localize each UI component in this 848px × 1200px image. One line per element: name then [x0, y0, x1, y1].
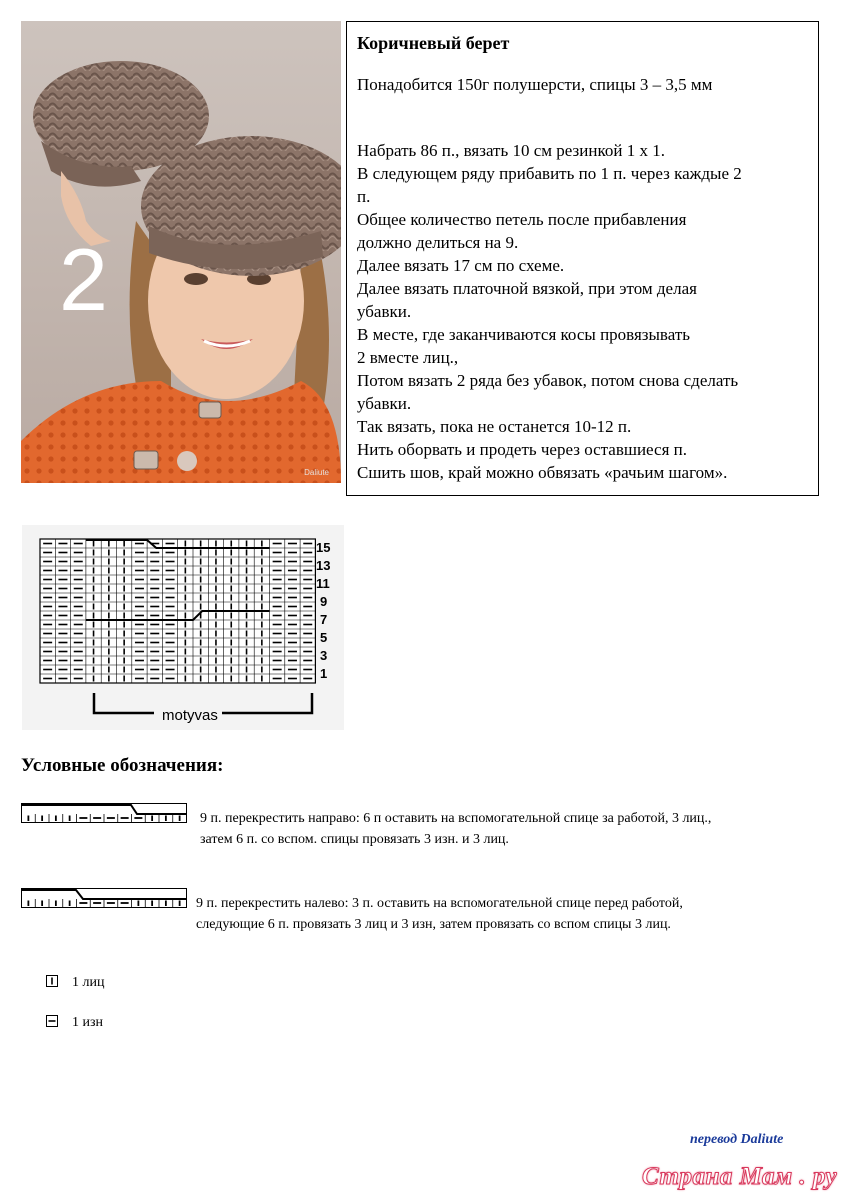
- instruction-line: должно делиться на 9.: [357, 233, 519, 252]
- row-number-13: 13: [316, 558, 331, 573]
- instruction-line: п.: [357, 187, 371, 206]
- legend-title: Условные обозначения:: [21, 755, 224, 776]
- beret-photo: [21, 21, 341, 483]
- purl-stitch-label: 1 изн: [72, 1015, 104, 1030]
- cable-left-line-2: следующие 6 п. провязать 3 лиц и 3 изн, затем провязать со вспом спицы 3 лиц.: [196, 917, 671, 932]
- knitting-chart-grid: [22, 525, 344, 730]
- purl-stitch-icon: [46, 1015, 58, 1027]
- instructions-box: [346, 21, 819, 496]
- translation-credit: перевод Daliute: [690, 1132, 784, 1147]
- instructions-materials: Понадобится 150г полушерсти, спицы 3 – 3,5 мм: [357, 75, 713, 94]
- cable-right-symbol: [21, 803, 187, 823]
- row-number-3: 3: [320, 648, 328, 663]
- instructions-steps: [357, 139, 808, 484]
- instruction-line: Далее вязать платочной вязкой, при этом делая: [357, 279, 697, 298]
- cable-right-line-1: 9 п. перекрестить направо: 6 п оставить на вспомогательной спице за работой, 3 лиц.,: [200, 811, 712, 826]
- instruction-line: убавки.: [357, 302, 412, 321]
- instruction-line: убавки.: [357, 394, 412, 413]
- instruction-line: В месте, где заканчиваются косы провязывать: [357, 325, 691, 344]
- cable-right-description: [200, 808, 711, 850]
- instruction-line: 2 вместе лиц.,: [357, 348, 459, 367]
- cable-left-symbol: [21, 888, 187, 908]
- instruction-line: Далее вязать 17 см по схеме.: [357, 256, 565, 275]
- site-logo: Страна Мам . ру: [642, 1163, 838, 1190]
- knit-stitch-label: 1 лиц: [72, 975, 105, 990]
- row-number-7: 7: [320, 612, 328, 627]
- instructions-title: Коричневый берет: [357, 33, 510, 53]
- instruction-line: Общее количество петель после прибавления: [357, 210, 687, 229]
- row-number-9: 9: [320, 594, 328, 609]
- cable-right-line-2: затем 6 п. со вспом. спицы провязать 3 изн. и 3 лиц.: [200, 832, 509, 847]
- photo-watermark: Daliute: [304, 468, 329, 477]
- row-number-15: 15: [316, 540, 331, 555]
- row-number-1: 1: [320, 666, 328, 681]
- instruction-line: Так вязать, пока не останется 10-12 п.: [357, 417, 632, 436]
- cable-left-line-1: 9 п. перекрестить налево: 3 п. оставить на вспомогательной спице перед работой,: [196, 896, 683, 911]
- instruction-line: В следующем ряду прибавить по 1 п. через каждые 2: [357, 164, 742, 183]
- instruction-line: Набрать 86 п., вязать 10 см резинкой 1 х 1.: [357, 141, 665, 160]
- instruction-line: Потом вязать 2 ряда без убавок, потом снова сделать: [357, 371, 739, 390]
- motif-caption: motyvas: [162, 707, 218, 724]
- knit-stitch-icon: [46, 975, 58, 987]
- row-number-5: 5: [320, 630, 328, 645]
- cable-left-description: [196, 893, 683, 935]
- instruction-line: Сшить шов, край можно обвязать «рачьим шагом».: [357, 463, 728, 482]
- photo-number: 2: [59, 230, 108, 329]
- instruction-line: Нить оборвать и продеть через оставшиеся п.: [357, 440, 687, 459]
- knitting-chart: [22, 525, 344, 730]
- row-number-11: 11: [316, 576, 330, 591]
